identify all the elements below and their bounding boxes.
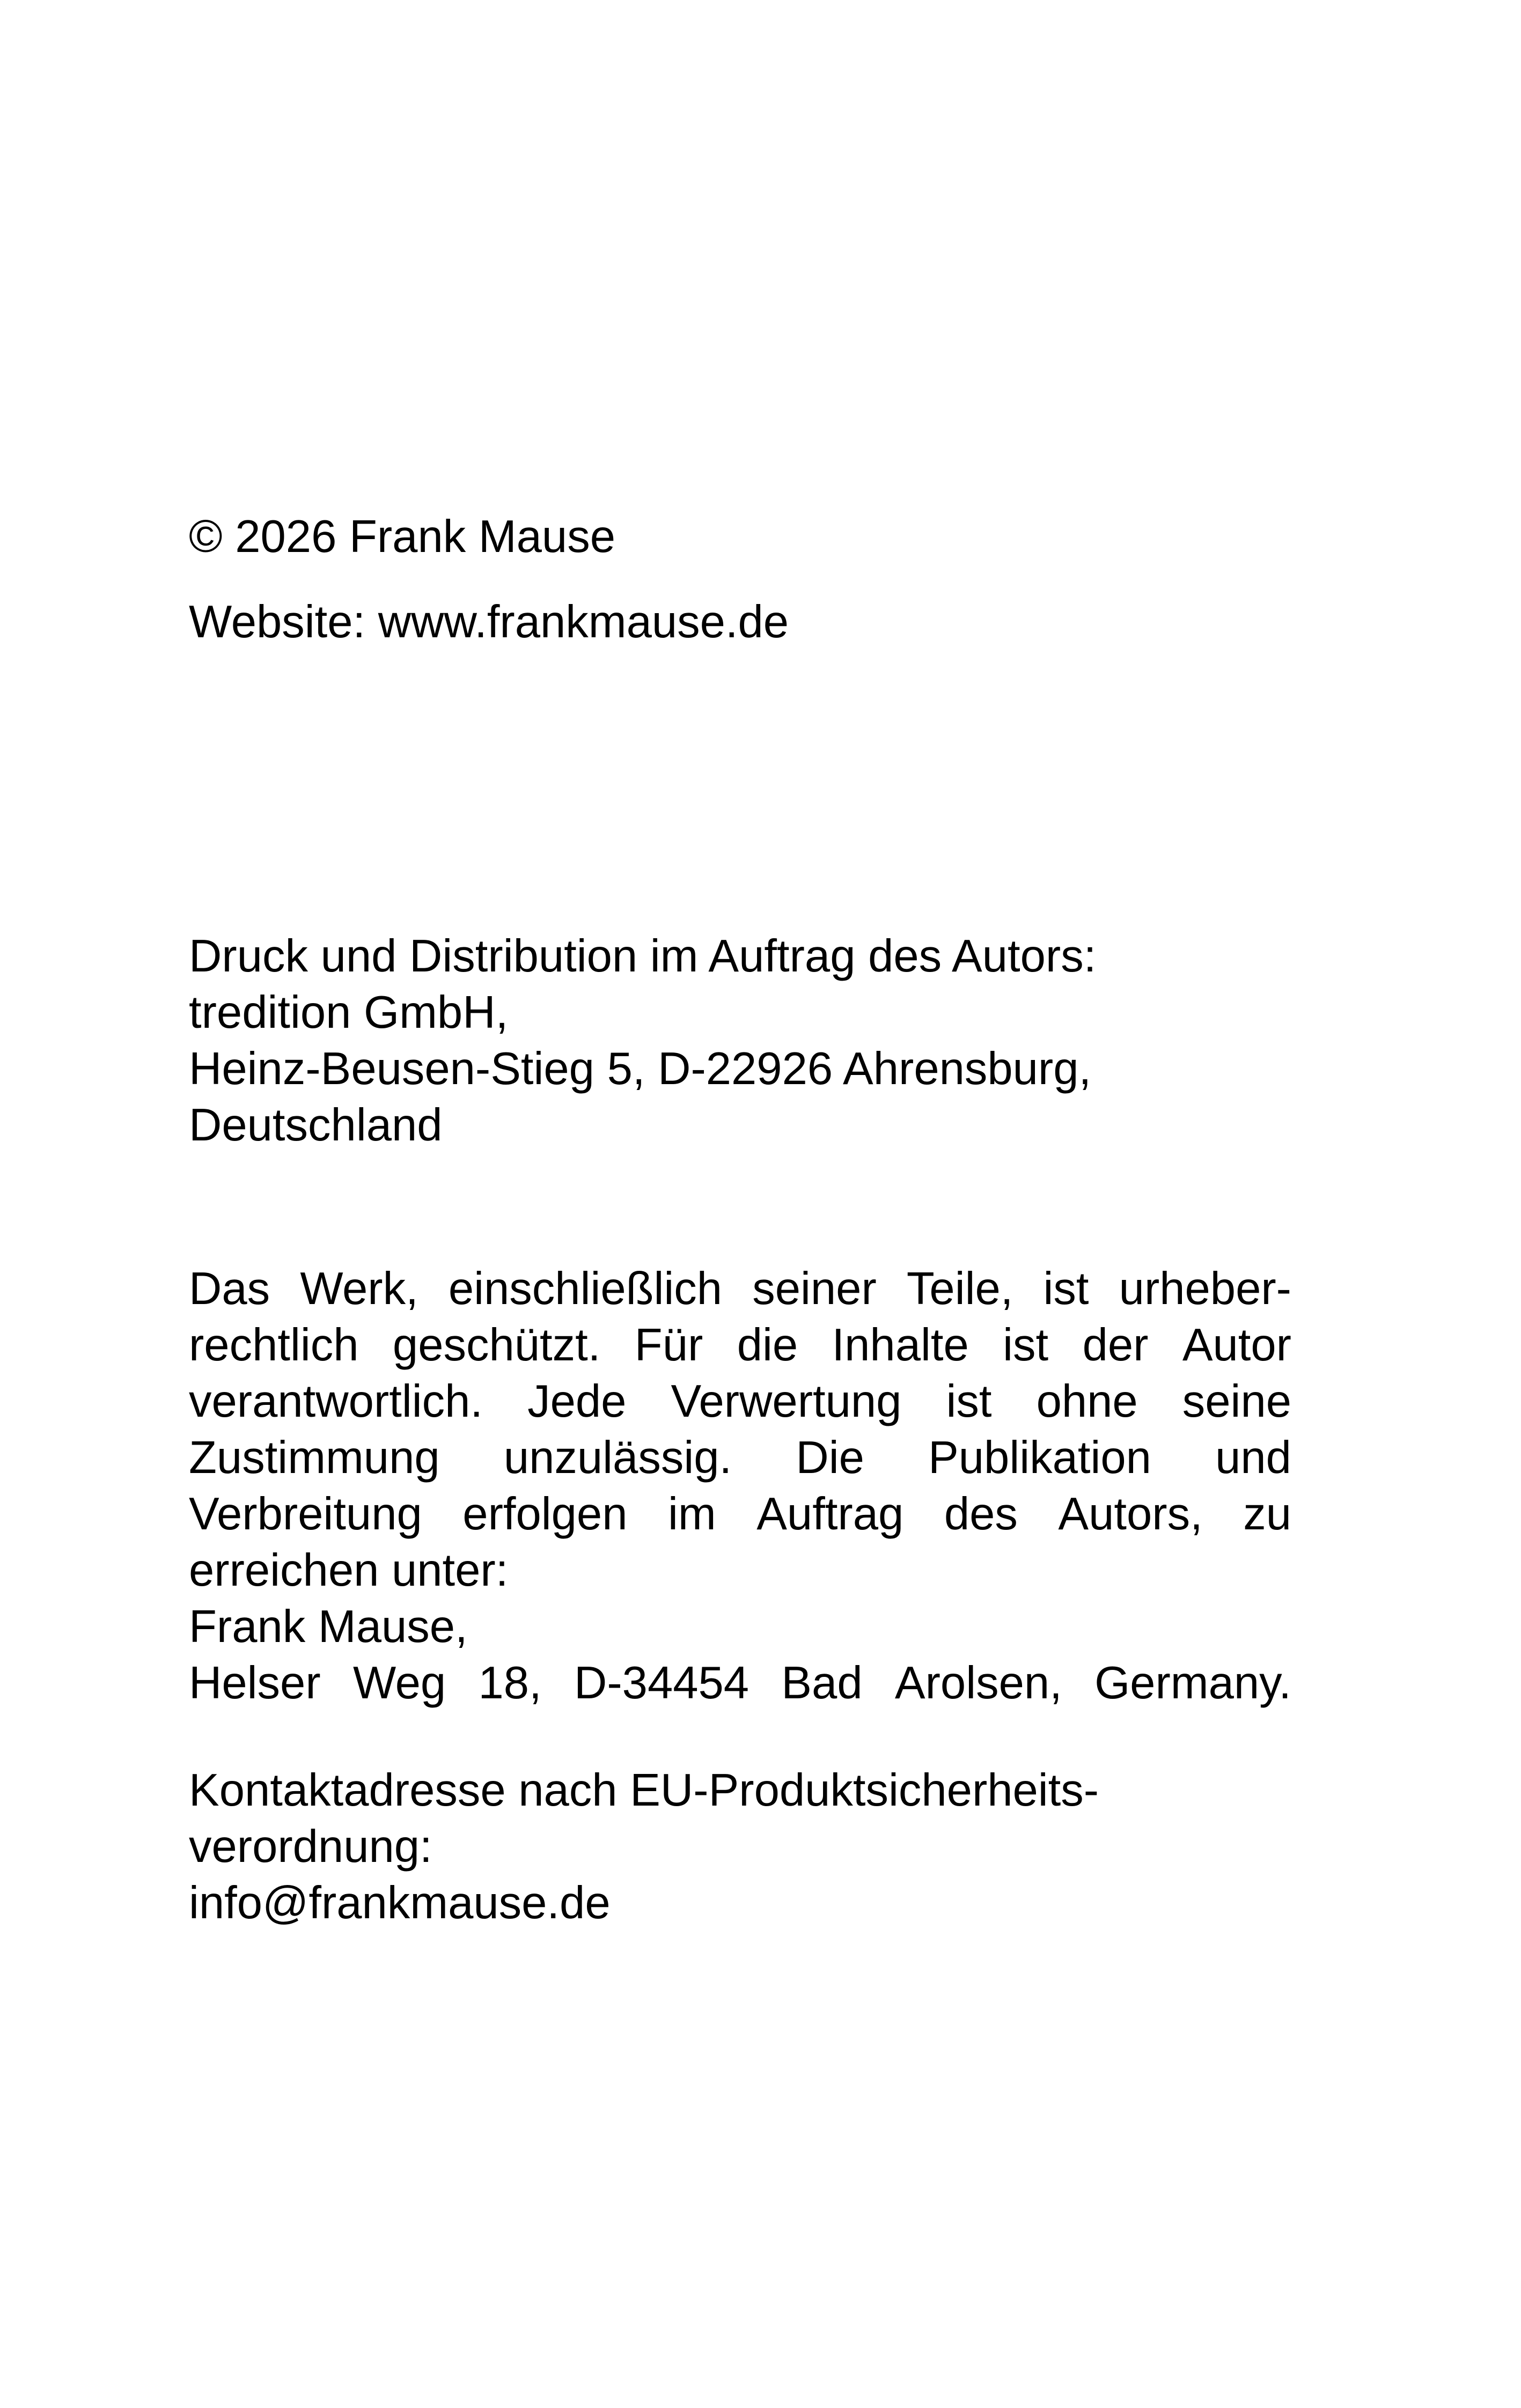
word: urheber- (1119, 1263, 1291, 1314)
printer-line-2: tredition GmbH, (189, 987, 509, 1038)
contact-line-2: verordnung: (189, 1821, 432, 1872)
legal-line-3 (189, 1373, 1291, 1430)
word: ist (1043, 1263, 1089, 1314)
word: seine (1182, 1376, 1291, 1427)
word: Das (189, 1263, 270, 1314)
word: der (1082, 1320, 1149, 1371)
word: im (668, 1489, 716, 1540)
word: und (1215, 1432, 1291, 1483)
word: Jede (527, 1376, 627, 1427)
word: des (944, 1489, 1018, 1540)
word: ist (1003, 1320, 1049, 1371)
word: seiner (752, 1263, 877, 1314)
legal-line-6: erreichen unter: (189, 1545, 509, 1596)
contact-line-1: Kontaktadresse nach EU-Produktsicherheits- (189, 1765, 1099, 1816)
legal-line-7: Frank Mause, (189, 1601, 468, 1652)
word: D-34454 (574, 1658, 750, 1709)
word: Autor (1182, 1320, 1291, 1371)
word: zu (1243, 1489, 1291, 1540)
word: verantwortlich. (189, 1376, 483, 1427)
word: Weg (352, 1658, 446, 1709)
word: Germany. (1094, 1658, 1291, 1709)
printer-line-3: Heinz-Beusen-Stieg 5, D-22926 Ahrensburg, (189, 1043, 1092, 1094)
word: einschließlich (448, 1263, 723, 1314)
word: Bad (781, 1658, 863, 1709)
word: 18, (478, 1658, 542, 1709)
word: rechtlich (189, 1320, 359, 1371)
legal-line-5 (189, 1486, 1291, 1542)
printer-line-1: Druck und Distribution im Auftrag des Autors: (189, 931, 1097, 982)
word: unzulässig. (503, 1432, 732, 1483)
word: Inhalte (832, 1320, 969, 1371)
legal-line-2 (189, 1317, 1291, 1373)
website-line: Website: www.frankmause.de (189, 597, 789, 647)
word: ist (946, 1376, 992, 1427)
word: Teile, (906, 1263, 1013, 1314)
author-address (189, 1655, 1291, 1711)
word: Für (634, 1320, 703, 1371)
legal-line-1 (189, 1261, 1291, 1317)
word: ohne (1036, 1376, 1138, 1427)
printer-line-4: Deutschland (189, 1100, 443, 1151)
word: Arolsen, (894, 1658, 1062, 1709)
word: Die (796, 1432, 864, 1483)
word: Werk, (300, 1263, 418, 1314)
copyright-notice: © 2026 Frank Mause (189, 511, 615, 562)
legal-line-4 (189, 1430, 1291, 1486)
word: Publikation (928, 1432, 1151, 1483)
word: die (737, 1320, 798, 1371)
word: Zustimmung (189, 1432, 440, 1483)
word: Helser (189, 1658, 321, 1709)
word: Autors, (1058, 1489, 1203, 1540)
word: geschützt. (392, 1320, 601, 1371)
word: erfolgen (462, 1489, 628, 1540)
word: Verbreitung (189, 1489, 422, 1540)
word: Auftrag (756, 1489, 904, 1540)
word: Verwertung (671, 1376, 902, 1427)
contact-email: info@frankmause.de (189, 1877, 611, 1928)
